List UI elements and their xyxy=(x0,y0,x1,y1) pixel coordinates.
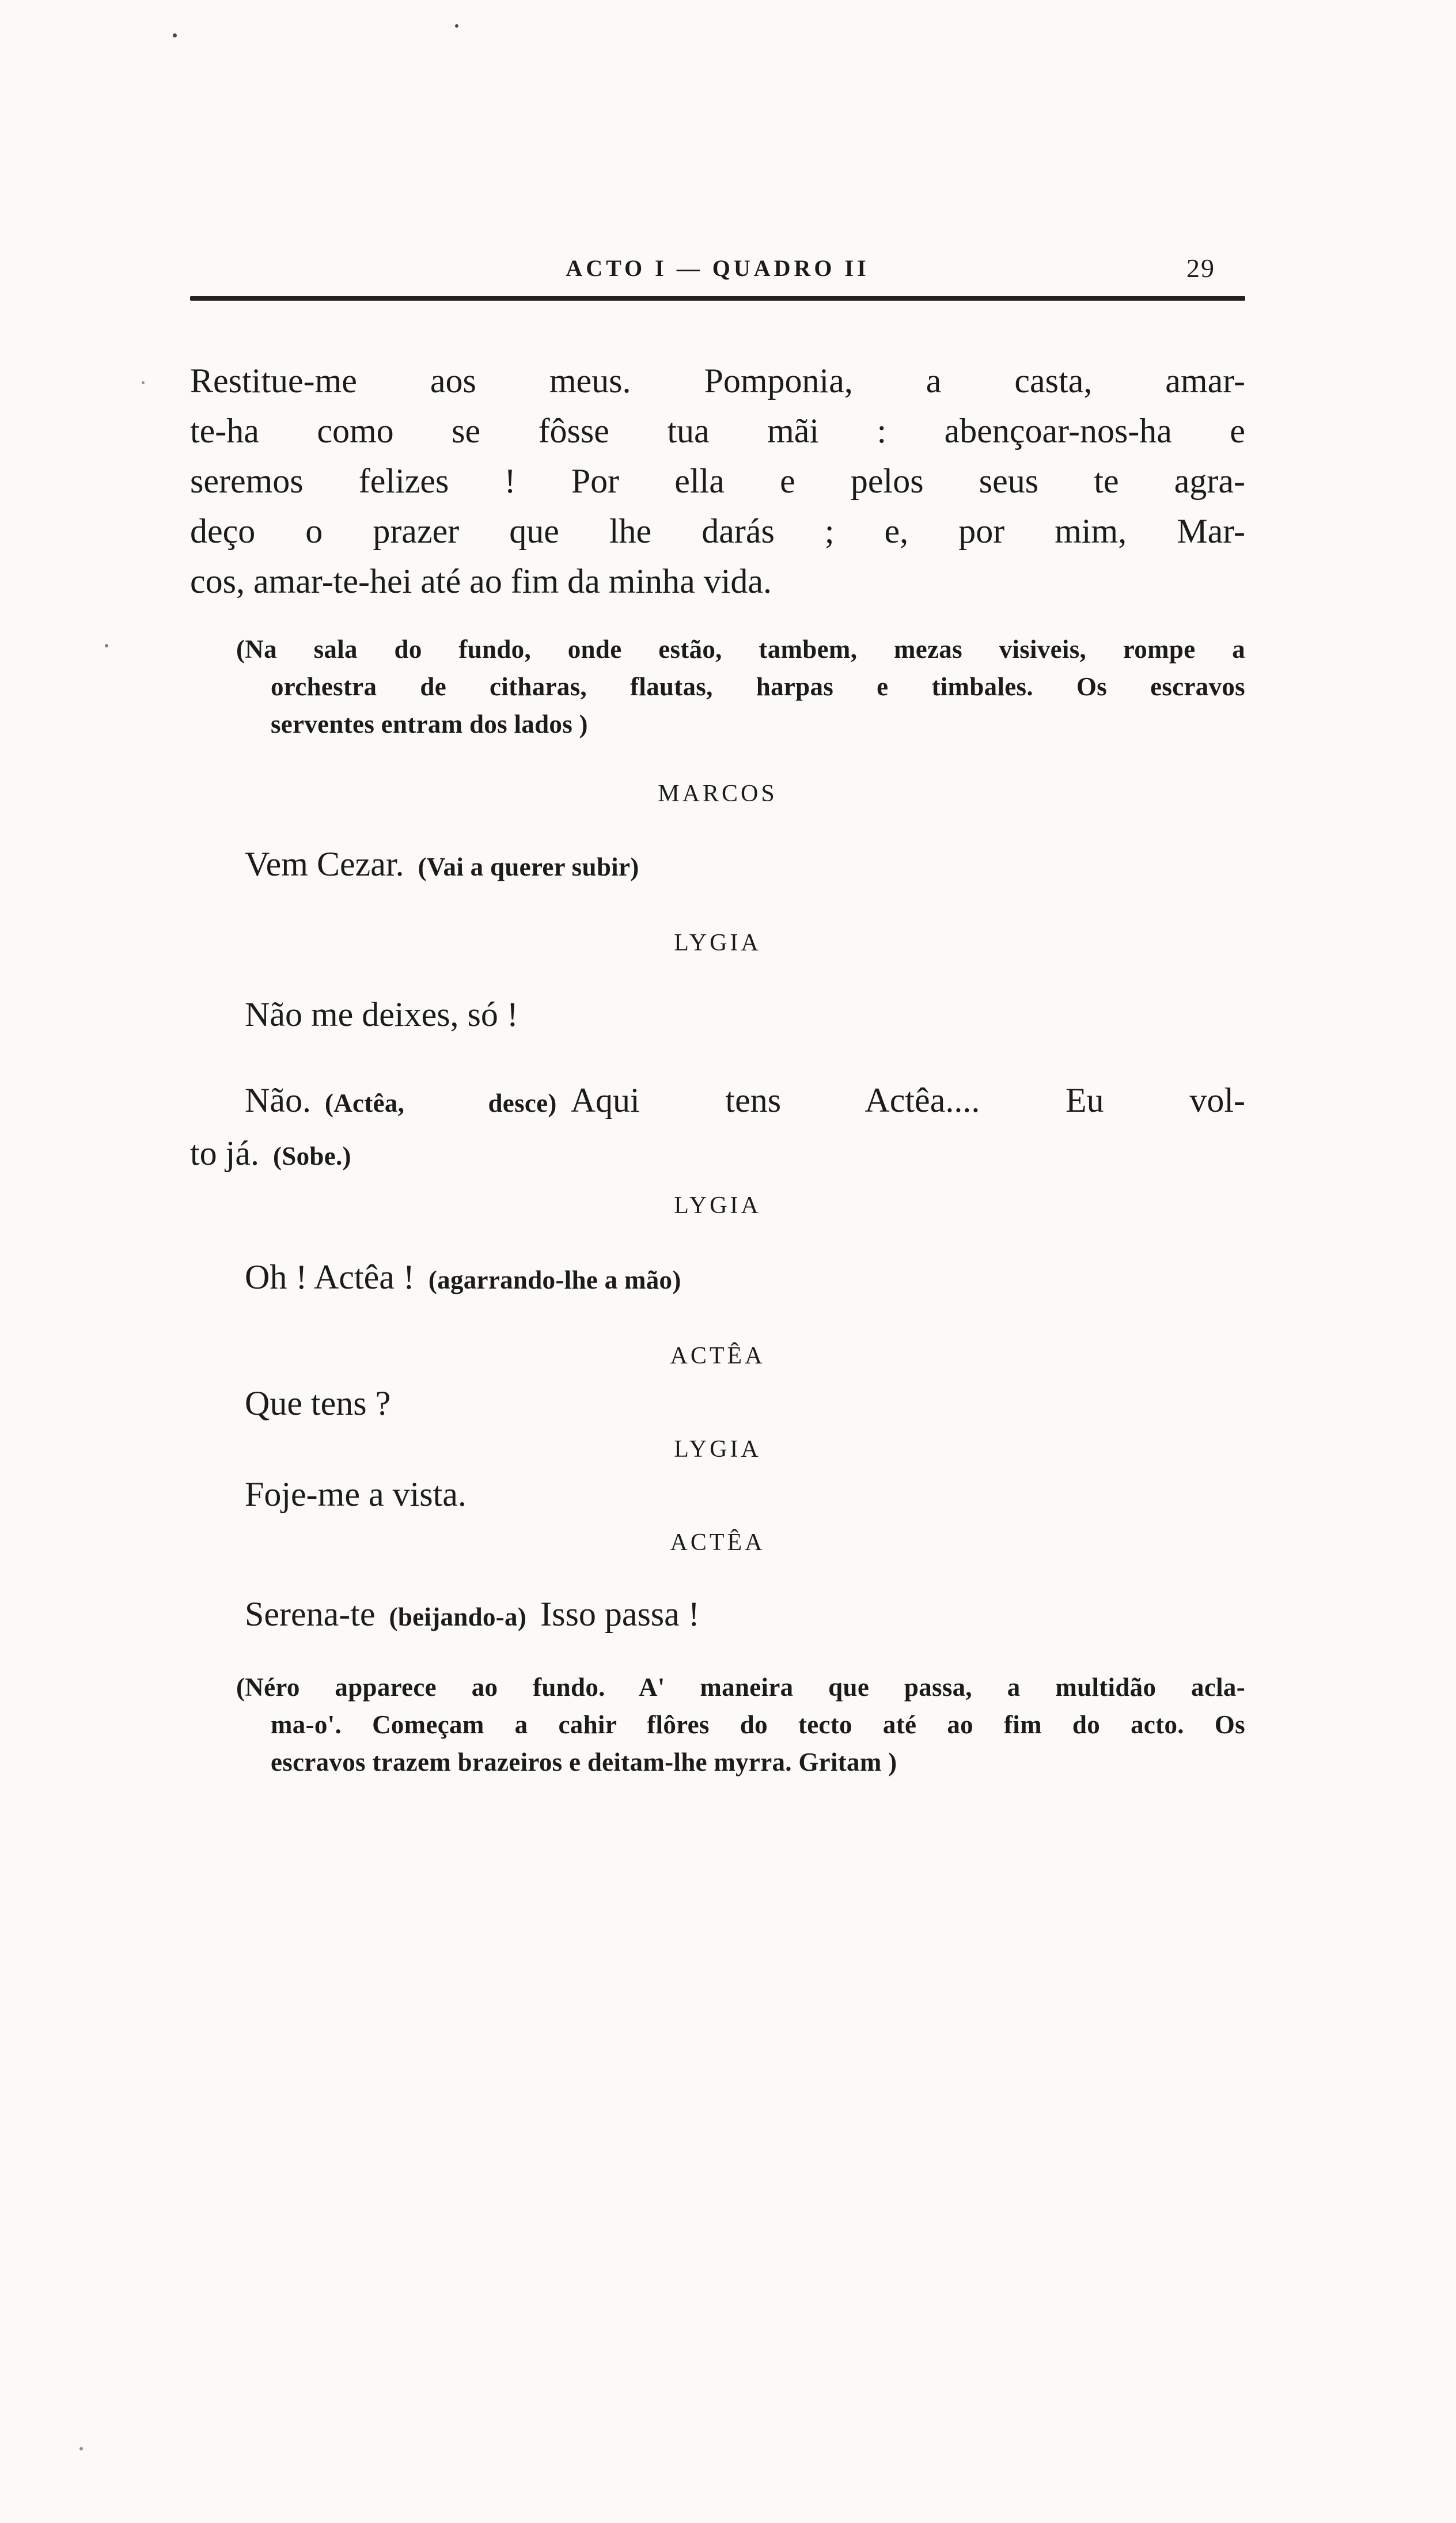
running-title: ACTO I — QUADRO II xyxy=(566,255,870,281)
dialogue-line xyxy=(190,1252,1245,1305)
dialogue-text: Foje-me a vista. xyxy=(245,1475,467,1513)
stage-direction-line: orchestra de citharas, flautas, harpas e timbales. Os escravos xyxy=(271,672,1245,701)
page-number: 29 xyxy=(1186,253,1215,283)
dialogue-line xyxy=(190,1589,1245,1642)
inline-stage-direction: (Sobe.) xyxy=(272,1142,351,1170)
inline-stage-direction: (beijando-a) xyxy=(389,1603,527,1631)
dialogue-text: Serena-te xyxy=(245,1595,376,1633)
header-rule xyxy=(190,296,1245,301)
dialogue-line xyxy=(190,1469,1245,1520)
dialogue-line xyxy=(190,1378,1245,1429)
character-name: ACTÊA xyxy=(670,1529,765,1556)
character-name: LYGIA xyxy=(674,1192,761,1219)
stage-direction-line: serventes entram dos lados ) xyxy=(271,710,588,738)
dialogue-text: to já. xyxy=(190,1134,259,1172)
scan-speck xyxy=(79,2447,83,2450)
scan-speck xyxy=(142,381,145,384)
body-paragraph xyxy=(190,356,1245,607)
inline-stage-direction: (Actêa, desce) xyxy=(324,1089,557,1117)
character-name: LYGIA xyxy=(674,1436,761,1463)
dialogue-line xyxy=(190,1128,1245,1181)
paragraph-line: deço o prazer que lhe darás ; e, por mim, Mar- xyxy=(190,512,1245,550)
text-block xyxy=(190,252,1245,1781)
dialogue-line xyxy=(190,990,1245,1040)
page-header xyxy=(190,252,1245,285)
dialogue-block xyxy=(190,1075,1245,1181)
paragraph-line: cos, amar-te-hei até ao fim da minha vida. xyxy=(190,562,772,600)
dialogue-line xyxy=(190,1075,1245,1128)
stage-direction-line: (Na sala do fundo, onde estão, tambem, mezas visiveis, rompe a xyxy=(236,635,1245,664)
paragraph-line: seremos felizes ! Por ella e pelos seus te agra- xyxy=(190,462,1245,500)
dialogue-line xyxy=(190,839,1245,892)
character-name: MARCOS xyxy=(658,781,778,807)
scan-speck xyxy=(455,24,458,28)
scan-speck xyxy=(173,33,177,37)
stage-direction xyxy=(190,1669,1245,1781)
stage-direction-line: ma-o'. Começam a cahir flôres do tecto até ao fim do acto. Os xyxy=(271,1710,1245,1739)
dialogue-text: Vem Cezar. xyxy=(245,845,404,883)
character-name: ACTÊA xyxy=(670,1343,765,1369)
character-name: LYGIA xyxy=(674,930,761,956)
inline-stage-direction: (Vai a querer subir) xyxy=(418,853,639,881)
dialogue-text: Não me deixes, só ! xyxy=(245,995,518,1033)
stage-direction xyxy=(190,631,1245,743)
dialogue-text: Não. xyxy=(245,1081,311,1119)
dialogue-text: Isso passa ! xyxy=(540,1595,700,1633)
paragraph-line: te-ha como se fôsse tua mãi : abençoar-nos-ha e xyxy=(190,412,1245,450)
paragraph-line: Restitue-me aos meus. Pomponia, a casta, amar- xyxy=(190,362,1245,400)
scan-speck xyxy=(105,644,108,647)
inline-stage-direction: (agarrando-lhe a mão) xyxy=(428,1266,681,1294)
stage-direction-line: (Néro apparece ao fundo. A' maneira que passa, a multidão acla- xyxy=(236,1673,1245,1702)
stage-direction-line: escravos trazem brazeiros e deitam-lhe myrra. Gritam ) xyxy=(271,1748,897,1776)
dialogue-text: Que tens ? xyxy=(245,1384,391,1422)
dialogue-text: Aqui tens Actêa.... Eu vol- xyxy=(570,1081,1245,1119)
dialogue-text: Oh ! Actêa ! xyxy=(245,1258,415,1296)
